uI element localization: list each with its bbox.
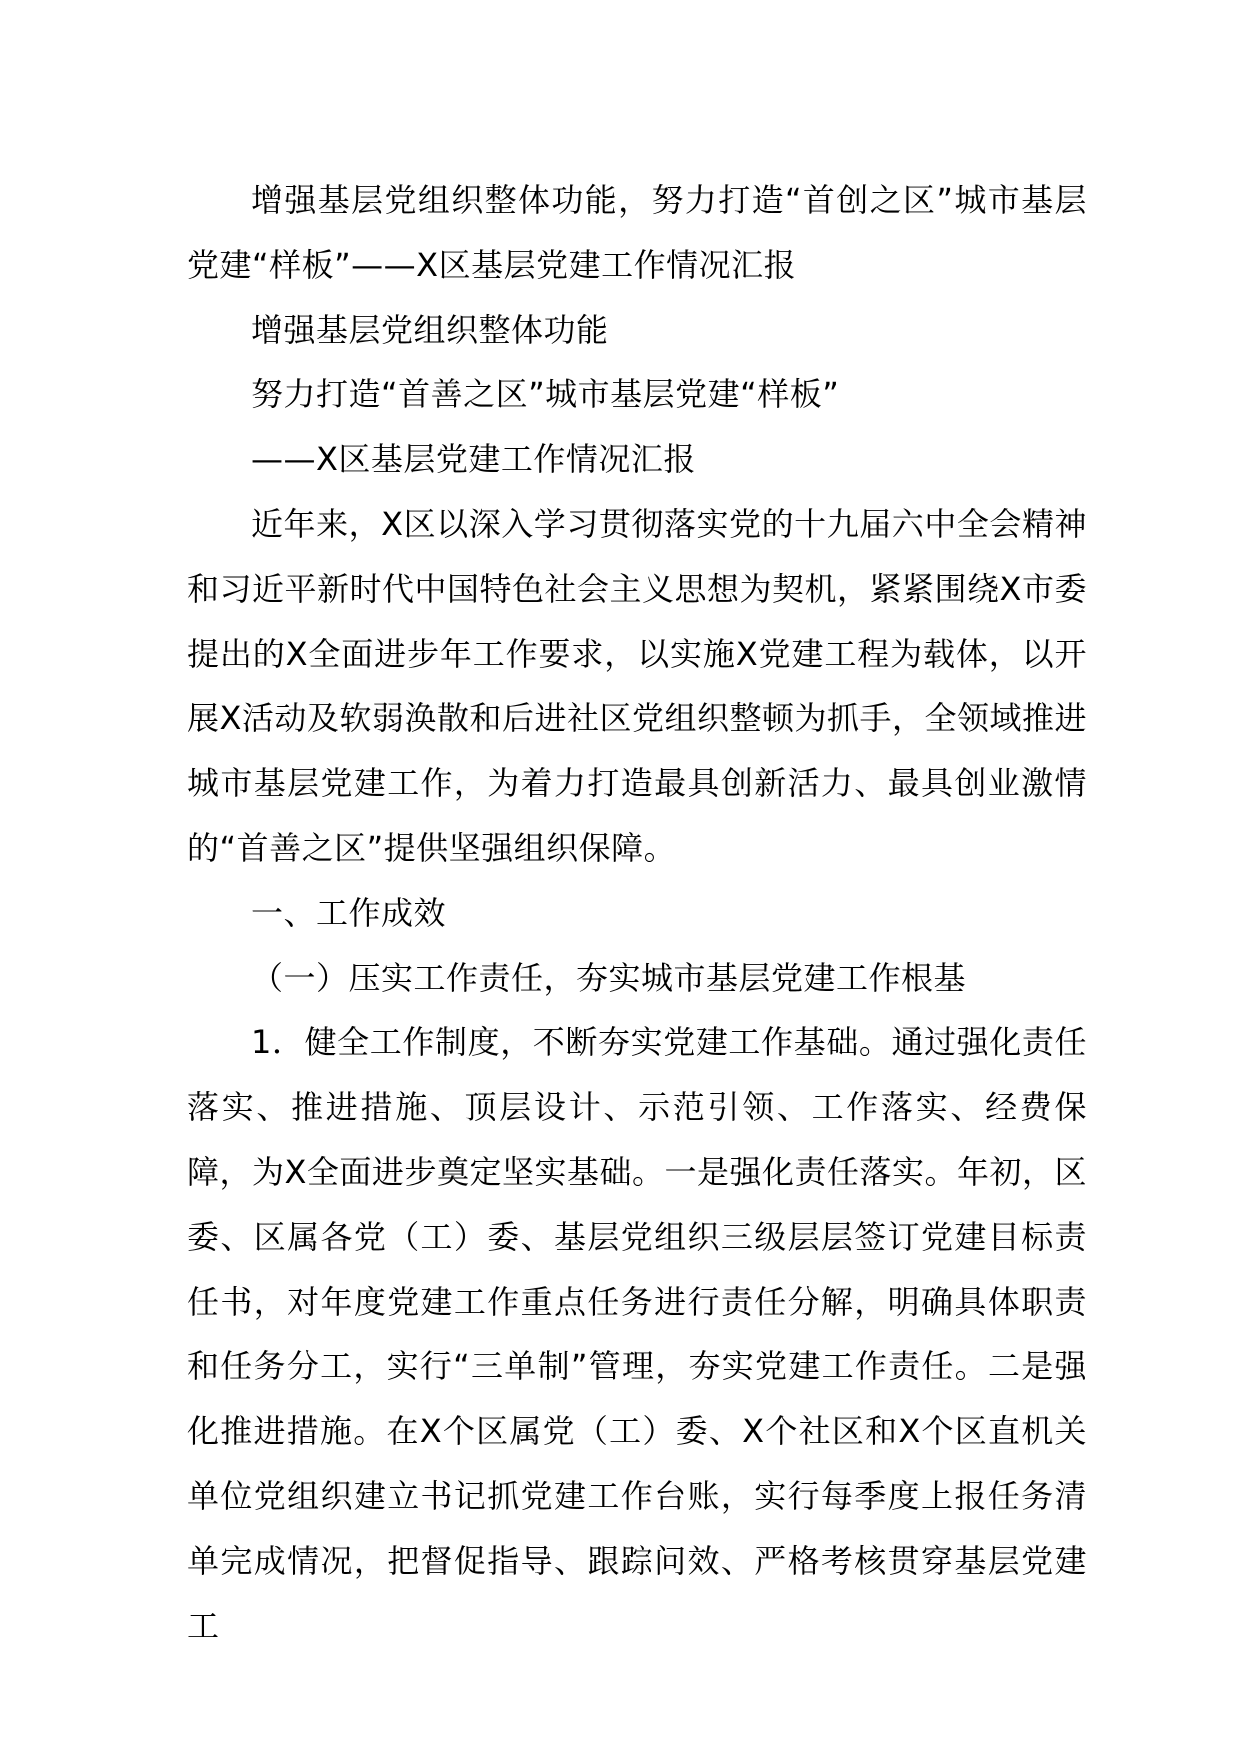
section-heading: 一、工作成效 [251,893,447,932]
title-line-2: 努力打造“首善之区”城市基层党建“样板” [251,375,840,414]
intro-paragraph: 近年来，X区以深入学习贯彻落实党的十九届六中全会精神和习近平新时代中国特色社会主义思想为契机，紧紧围绕X市委提出的X全面进步年工作要求，以实施X党建工程为载体，以开展X活动及软弱涣散和后进社区党组织整顿为抓手，全领域推进城市基层党建工作，为着力打造最具创新活力、最具创业激情的“首善之区”提供坚强组织保障。 [187,504,1087,867]
report-full-title: 增强基层党组织整体功能，努力打造“首创之区”城市基层党建“样板”——X区基层党建工作情况汇报 [187,181,1087,284]
body-paragraph: 1．健全工作制度，不断夯实党建工作基础。通过强化责任落实、推进措施、顶层设计、示范引领、工作落实、经费保障，为X全面进步奠定坚实基础。一是强化责任落实。年初，区委、区属各党（工）委、基层党组织三级层层签订党建目标责任书，对年度党建工作重点任务进行责任分解，明确具体职责和任务分工，实行“三单制”管理，夯实党建工作责任。二是强化推进措施。在X个区属党（工）委、X个社区和X个区直机关单位党组织建立书记抓党建工作台账，实行每季度上报任务清单完成情况，把督促指导、跟踪问效、严格考核贯穿基层党建工 [187,1023,1087,1645]
subsection-heading: （一）压实工作责任，夯实城市基层党建工作根基 [251,958,967,997]
title-line-1: 增强基层党组织整体功能 [251,310,609,349]
document-body [187,168,1087,1658]
subtitle: ——X区基层党建工作情况汇报 [251,440,696,479]
